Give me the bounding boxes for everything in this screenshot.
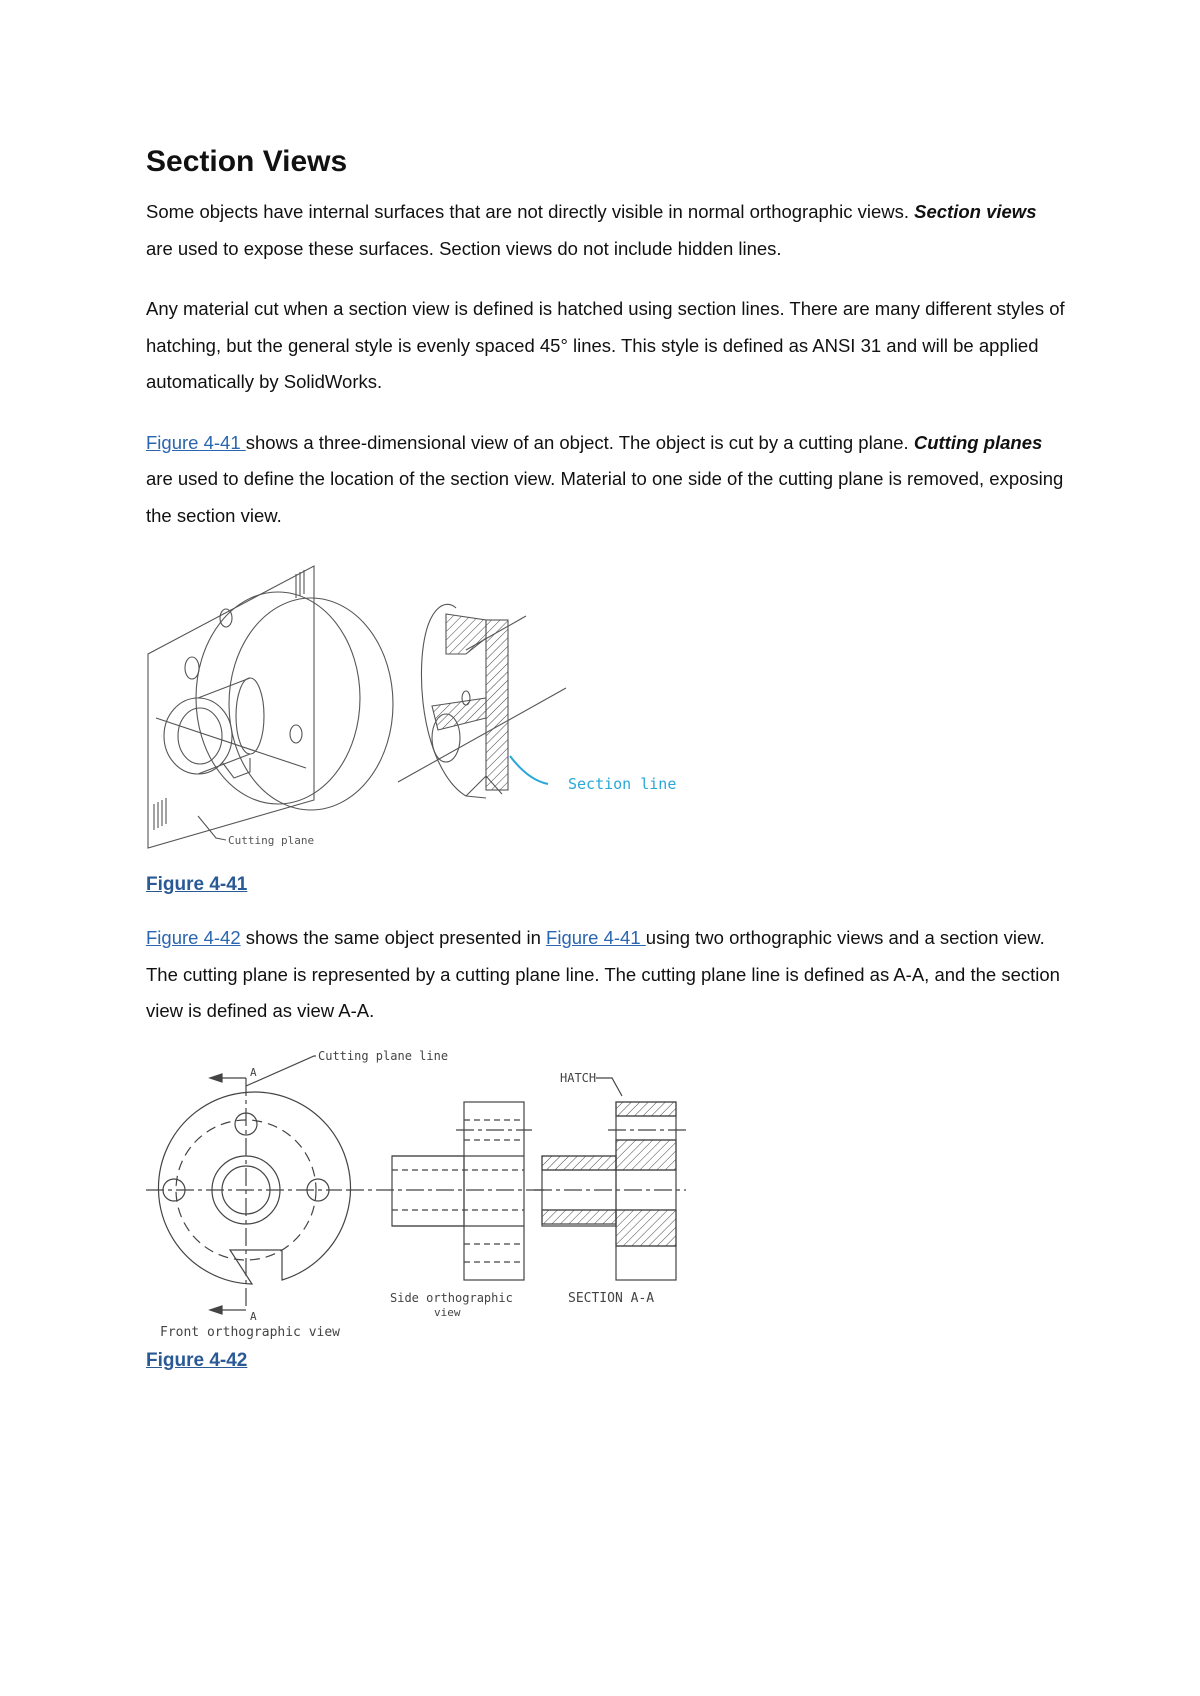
section-line-callout xyxy=(510,756,548,784)
text: using two orthographic views and a section view. The cutting plane is represented by a cutting plane line. The cutting plane line is defined as A-A, and the section view is defined as view A-A. xyxy=(146,927,1060,1021)
label-section-line: Section line xyxy=(568,775,677,793)
label-cutting-plane-line: Cutting plane line xyxy=(318,1048,449,1063)
text: Some objects have internal surfaces that are not directly visible in normal orthographic views. xyxy=(146,201,915,222)
figure-4-41-link-2[interactable]: Figure 4-41 xyxy=(546,927,646,948)
label-section-a-a: SECTION A-A xyxy=(568,1290,655,1306)
label-front-view: Front orthographic view xyxy=(160,1324,341,1340)
label-a-bottom: A xyxy=(250,1309,257,1323)
figure-4-42-illustration xyxy=(146,1044,706,1344)
term-section-views: Section views xyxy=(914,201,1037,222)
paragraph-hatching: Any material cut when a section view is defined is hatched using section lines. There are many different styles of hatching, but the general style is evenly spaced 45° lines. This style is defined as ANSI 31 and will be applied automatically by SolidWorks. xyxy=(146,298,1065,392)
term-cutting-planes: Cutting planes xyxy=(913,431,1043,453)
page-title: Section Views xyxy=(146,145,348,178)
section-a-a-view xyxy=(534,1078,686,1280)
paragraph-intro xyxy=(146,194,1066,267)
text: are used to expose these surfaces. Section views do not include hidden lines. xyxy=(146,237,782,259)
label-cutting-plane: Cutting plane xyxy=(228,834,315,847)
text: are used to define the location of the section view. Material to one side of the cutting plane is removed, exposing the section view. xyxy=(146,468,1064,526)
sectioned-object-drawing xyxy=(398,604,566,798)
figure-4-41-caption[interactable]: Figure 4-41 xyxy=(146,874,248,895)
paragraph-cutting-plane xyxy=(146,425,1066,535)
figure-4-41-illustration xyxy=(146,558,706,868)
paragraph-orthographic xyxy=(146,920,1066,1030)
label-side-view-2: view xyxy=(434,1305,461,1319)
document-page xyxy=(146,140,1066,1396)
front-orthographic-view xyxy=(146,1056,350,1314)
figure-4-42-link[interactable]: Figure 4-42 xyxy=(146,927,241,948)
label-side-view-1: Side orthographic xyxy=(390,1290,513,1305)
text: shows the same object presented in xyxy=(240,927,547,948)
label-hatch: HATCH xyxy=(560,1070,597,1085)
text: shows a three-dimensional view of an object. The object is cut by a cutting plane. xyxy=(245,431,914,453)
side-orthographic-view xyxy=(346,1102,546,1280)
label-a-top: A xyxy=(250,1065,257,1079)
figure-4-42-caption[interactable]: Figure 4-42 xyxy=(146,1349,248,1371)
isometric-object-drawing xyxy=(148,566,393,848)
figure-4-41-link[interactable]: Figure 4-41 xyxy=(146,431,246,453)
